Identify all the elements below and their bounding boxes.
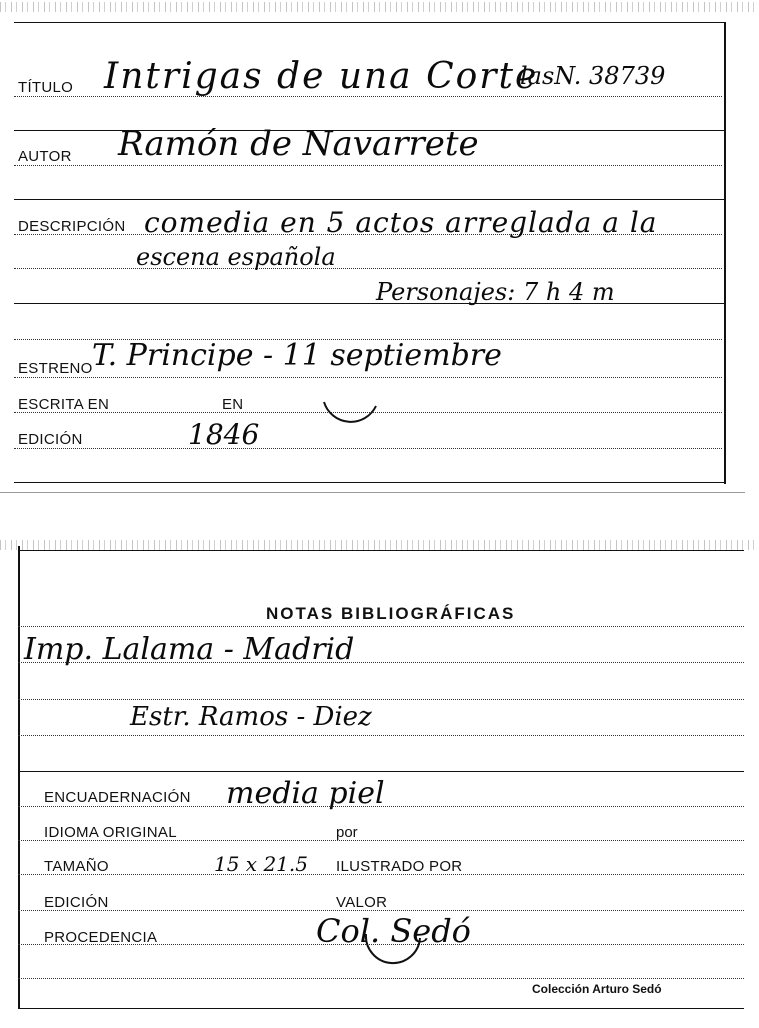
edition-value: 1846 [188,418,260,451]
by-label: por [336,824,358,841]
catalog-card-back [0,536,759,1028]
premiere-value: T. Principe - 11 septiembre [92,338,502,373]
edition-label-2: EDICIÓN [44,894,109,911]
premiere-label: ESTRENO [18,360,93,377]
edition-label: EDICIÓN [18,431,83,448]
description-label: DESCRIPCIÓN [18,218,126,235]
card-separator [0,492,745,493]
in-label: EN [222,396,244,413]
size-value: 15 x 21.5 [214,852,308,876]
title-value: Intrigas de una Corte [104,56,539,97]
punch-hole-icon [362,920,424,972]
description-value-1: comedia en 5 actos arreglada a la [144,206,658,239]
author-label: AUTOR [18,148,72,165]
punch-hole-icon [318,380,382,444]
card-top-border [14,22,724,23]
value-label: VALOR [336,894,388,911]
card-edge-speckle [0,2,759,12]
card-top-border [18,550,744,551]
card-edge-speckle [0,540,759,550]
notes-line-2: Estr. Ramos - Diez [130,702,372,732]
original-language-label: IDIOMA ORIGINAL [44,824,177,841]
shelfmark-value: lasN. 38739 [520,62,666,90]
author-value: Ramón de Navarrete [118,124,479,164]
illustrated-by-label: ILUSTRADO POR [336,858,463,875]
title-label: TÍTULO [18,79,74,96]
notes-heading: NOTAS BIBLIOGRÁFICAS [266,604,516,623]
provenance-value: Col. Sedó [316,912,471,950]
description-value-2: escena española [136,243,336,271]
binding-value: media piel [226,776,385,811]
catalog-card-front [0,0,759,492]
written-in-label: ESCRITA EN [18,396,110,413]
card-left-border [18,546,20,1008]
size-label: TAMAÑO [44,858,109,875]
provenance-label: PROCEDENCIA [44,929,158,946]
collection-footer: Colección Arturo Sedó [532,982,662,996]
characters-value: Personajes: 7 h 4 m [376,278,615,306]
binding-label: ENCUADERNACIÓN [44,789,191,806]
notes-line-1: Imp. Lalama - Madrid [24,632,355,667]
card-right-border [724,22,726,484]
